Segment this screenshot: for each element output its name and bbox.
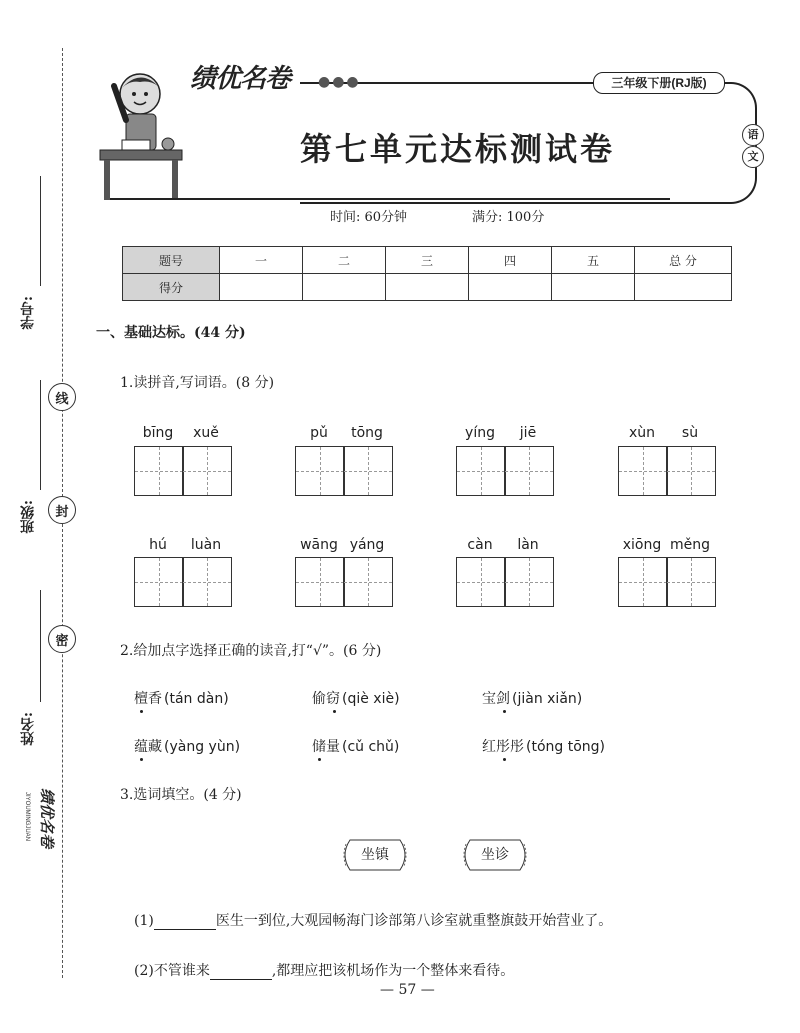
word: 储量 <box>312 739 340 755</box>
name-field[interactable] <box>40 590 41 702</box>
score-table-cell: 总 分 <box>635 247 732 274</box>
writing-grid-box[interactable] <box>295 446 345 496</box>
brand-logo: 绩优名卷 <box>190 63 291 93</box>
emphasis-dot <box>318 758 321 761</box>
question-2-title: 2.给加点字选择正确的读音,打“√”。(6 分) <box>120 643 382 659</box>
word: 宝剑 <box>482 691 510 707</box>
pronunciation-item[interactable] <box>134 736 240 756</box>
pronunciation-item[interactable] <box>312 688 400 708</box>
section-title: 一、基础达标。(44 分) <box>96 325 246 341</box>
side-brand-logo <box>16 778 56 888</box>
score-table-cell: 二 <box>303 247 386 274</box>
pinyin-syllable: měng <box>669 537 710 553</box>
writing-grid-box[interactable] <box>343 557 393 607</box>
pinyin-options: (cǔ chǔ) <box>342 739 400 755</box>
pronunciation-item[interactable] <box>482 688 582 708</box>
class-field[interactable] <box>40 380 41 490</box>
score-table-cell: 三 <box>386 247 469 274</box>
word: 蕴藏 <box>134 739 162 755</box>
sentence-prefix: (2)不管谁来 <box>134 963 210 979</box>
full-score: 满分: 100分 <box>472 210 545 225</box>
page-number: — 57 — <box>380 982 435 998</box>
score-input-cell[interactable] <box>386 274 469 301</box>
pinyin-syllable: xuě <box>193 425 219 441</box>
writing-grid-box[interactable] <box>456 446 506 496</box>
subject-badge-yu: 语 <box>742 124 764 146</box>
brand-dots: ●●● <box>318 74 361 90</box>
emphasis-dot <box>140 710 143 713</box>
pinyin-syllable: wāng <box>300 537 338 553</box>
question-1-title: 1.读拼音,写词语。(8 分) <box>120 375 275 391</box>
emphasis-dot <box>503 758 506 761</box>
score-table-cell: 得分 <box>123 274 220 301</box>
score-table-cell: 一 <box>220 247 303 274</box>
pinyin-syllable: hú <box>149 537 167 553</box>
time-limit: 时间: 60分钟 <box>330 210 408 225</box>
class-label: 班级: <box>20 500 36 534</box>
pinyin-options: (tán dàn) <box>164 691 229 707</box>
answer-blank[interactable] <box>154 913 216 930</box>
subject-badge-wen: 文 <box>742 146 764 168</box>
writing-grid-box[interactable] <box>618 557 668 607</box>
fill-in-sentence-1 <box>134 910 612 930</box>
pronunciation-item[interactable] <box>312 736 399 756</box>
emphasis-dot <box>333 710 336 713</box>
writing-grid-box[interactable] <box>666 446 716 496</box>
score-input-cell[interactable] <box>469 274 552 301</box>
pinyin-syllable: tōng <box>351 425 383 441</box>
side-brand-pinyin: JIYOUMINGJUAN <box>24 792 30 842</box>
writing-grid-box[interactable] <box>504 557 554 607</box>
page-title: 第七单元达标测试卷 <box>300 130 616 168</box>
writing-grid-box[interactable] <box>618 446 668 496</box>
pronunciation-item[interactable] <box>134 688 229 708</box>
pinyin-syllable: yíng <box>465 425 495 441</box>
writing-grid-box[interactable] <box>182 446 232 496</box>
question-3-title: 3.选词填空。(4 分) <box>120 787 242 803</box>
pinyin-syllable: càn <box>467 537 493 553</box>
fill-in-sentence-2 <box>134 960 514 980</box>
side-brand-text: 绩优名卷 <box>38 788 55 849</box>
sentence-suffix: ,都理应把该机场作为一个整体来看待。 <box>271 963 515 979</box>
pinyin-syllable: jiē <box>519 425 537 441</box>
score-input-cell[interactable] <box>552 274 635 301</box>
pinyin-syllable: yáng <box>349 537 385 553</box>
seal-mi: 密 <box>48 625 76 653</box>
name-label: 姓名: <box>20 712 36 746</box>
writing-grid-box[interactable] <box>666 557 716 607</box>
student-number-label: 学号: <box>20 296 36 330</box>
pinyin-syllable: xùn <box>628 425 656 441</box>
answer-blank[interactable] <box>210 963 272 980</box>
emphasis-dot <box>503 710 506 713</box>
pinyin-syllable: pǔ <box>310 425 328 441</box>
score-table <box>122 246 732 301</box>
score-table-cell: 四 <box>469 247 552 274</box>
word-choice-text: 坐诊 <box>481 847 509 863</box>
writing-grid-box[interactable] <box>504 446 554 496</box>
writing-grid-box[interactable] <box>134 446 184 496</box>
student-illustration <box>96 66 191 201</box>
word-choice-tag <box>340 836 410 874</box>
writing-grid-box[interactable] <box>295 557 345 607</box>
pinyin-options: (yàng yùn) <box>164 739 241 755</box>
emphasis-dot <box>140 758 143 761</box>
writing-grid-box[interactable] <box>343 446 393 496</box>
score-table-cell: 五 <box>552 247 635 274</box>
word: 檀香 <box>134 691 162 707</box>
word: 红彤彤 <box>482 739 524 755</box>
seal-xian: 线 <box>48 383 76 411</box>
pinyin-options: (tóng tōng) <box>526 739 606 755</box>
score-input-cell[interactable] <box>635 274 732 301</box>
word: 偷窃 <box>312 691 340 707</box>
student-number-field[interactable] <box>40 176 41 286</box>
pinyin-options: (jiàn xiǎn) <box>512 691 583 707</box>
pinyin-syllable: làn <box>517 537 539 553</box>
pronunciation-item[interactable] <box>482 736 605 756</box>
score-input-cell[interactable] <box>303 274 386 301</box>
pinyin-syllable: xiōng <box>622 537 662 553</box>
pinyin-syllable: sù <box>681 425 699 441</box>
header-underline <box>110 198 670 200</box>
word-choice-tag <box>460 836 530 874</box>
grade-tag: 三年级下册(RJ版) <box>593 72 725 94</box>
writing-grid-box[interactable] <box>456 557 506 607</box>
score-table-row-score <box>123 274 732 301</box>
sentence-prefix: (1) <box>134 913 154 929</box>
word-choice-text: 坐镇 <box>361 847 389 863</box>
pinyin-syllable: bīng <box>142 425 174 441</box>
pinyin-syllable: luàn <box>190 537 222 553</box>
score-table-row-header <box>123 247 732 274</box>
score-input-cell[interactable] <box>220 274 303 301</box>
seal-feng: 封 <box>48 496 76 524</box>
writing-grid-box[interactable] <box>182 557 232 607</box>
pinyin-options: (qiè xiè) <box>342 691 400 707</box>
writing-grid-box[interactable] <box>134 557 184 607</box>
sentence-suffix: 医生一到位,大观园畅海门诊部第八诊室就重整旗鼓开始营业了。 <box>215 913 613 929</box>
score-table-cell: 题号 <box>123 247 220 274</box>
